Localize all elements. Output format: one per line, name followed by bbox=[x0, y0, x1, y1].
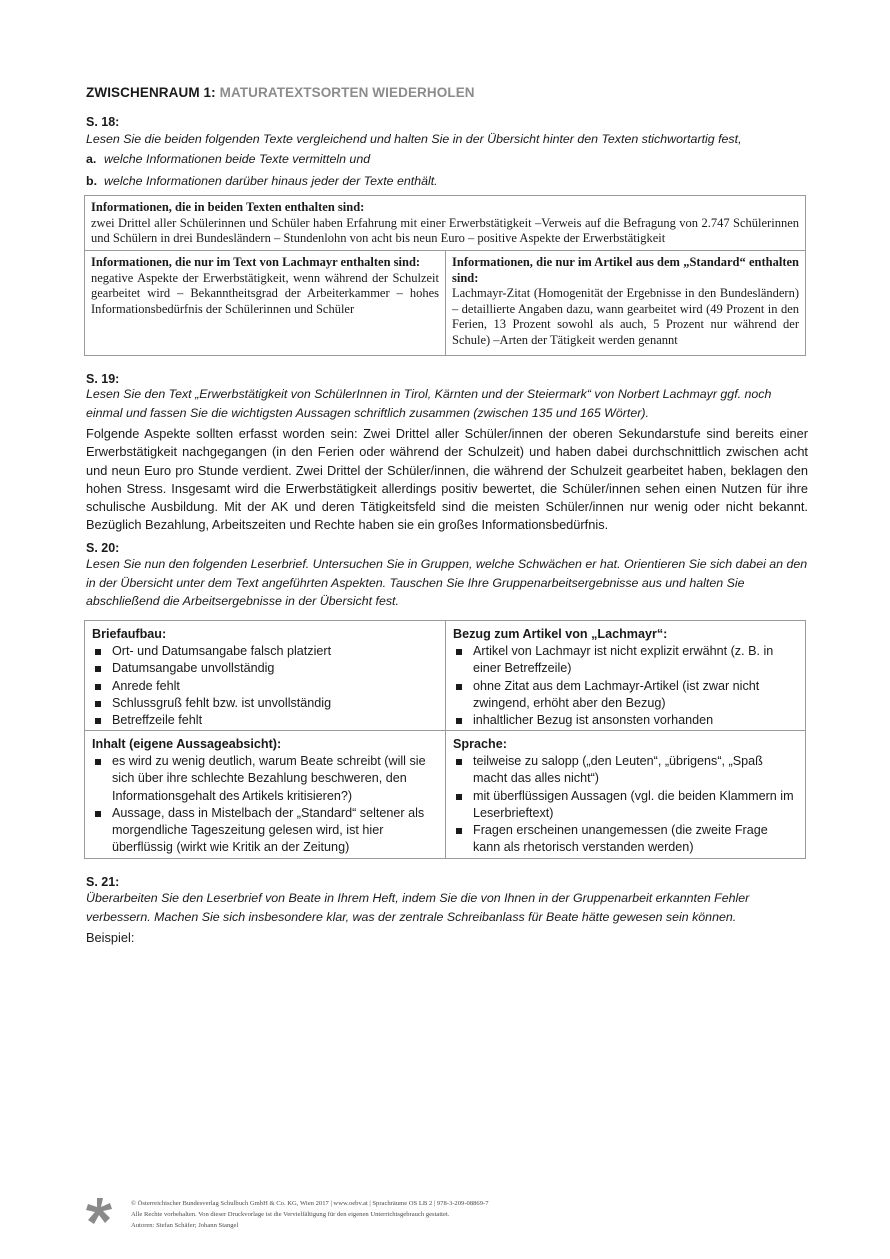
s20-brief-heading: Briefaufbau: bbox=[92, 627, 167, 641]
s20-row-2 bbox=[85, 731, 805, 858]
s18-both-cell bbox=[85, 196, 805, 251]
list-item: Ort- und Datumsangabe falsch platziert bbox=[92, 643, 438, 660]
s18-item-a-marker: a. bbox=[86, 152, 97, 166]
s20-table bbox=[84, 620, 806, 859]
list-item: ohne Zitat aus dem Lachmayr-Artikel (ist zwar nicht zwingend, erhöht aber den Bezug) bbox=[453, 678, 798, 712]
list-item: teilweise zu salopp („den Leuten“, „übrigens“, „Spaß macht das alles nicht“) bbox=[453, 753, 798, 787]
s20-brief-cell bbox=[85, 621, 446, 730]
s18-standard-text: Lachmayr-Zitat (Homogenität der Ergebnisse in den Bundesländern) – detaillierte Angaben dazu, wann gearbeitet wird (49 Prozent in den Ferien, 13 Prozent sowohl als auch, 5 Prozent nur während der Schule) –Arten der Tätigkeit werden genannt bbox=[452, 286, 799, 347]
chapter-title bbox=[86, 85, 475, 100]
s18-label: S. 18: bbox=[86, 115, 120, 129]
s21-example-label: Beispiel: bbox=[86, 930, 135, 945]
oebv-logo-icon bbox=[84, 1196, 114, 1226]
s18-lachmayr-text: negative Aspekte der Erwerbstätigkeit, wenn während der Schulzeit gearbeitet wird – Bekanntheitsgrad der Arbeiterkammer – hohes Informationsbedürfnis der Schülerinnen und Schüler bbox=[91, 270, 439, 316]
s20-inhalt-heading: Inhalt (eigene Aussageabsicht): bbox=[92, 737, 282, 751]
footer-line-1: © Österreichischer Bundesverlag Schulbuch GmbH & Co. KG, Wien 2017 | www.oebv.at | Sprachräume OS LB 2 | 978-3-209-08869-7 bbox=[131, 1200, 489, 1207]
s19-answer: Folgende Aspekte sollten erfasst worden sein: Zwei Drittel aller Schüler/innen der oberen Sekundarstufe sind bereits einer Erwerbstätigkeit nachgegangen (in den Ferien oder während der Schulzeit) und haben dabei durchschnittlich zwischen acht und neun Euro pro Stunde verdient. Zwei Drittel der Schüler/innen, die während der Schulzeit gearbeitet haben, beklagen den hohen Stress. Insgesamt wird die Erwerbstätigkeit allerdings positiv bewertet, die Schüler/innen sehen einen Nutzen für ihre schulische Ausbildung. Mit der AK und deren Tätigkeitsfeld sind die meisten Schüler/innen nur wenig oder nicht bekannt. Bezüglich Bezahlung, Arbeitszeiten und Rechte haben sie ein großes Informationsbedürfnis. bbox=[86, 426, 808, 533]
chapter-prefix: ZWISCHENRAUM 1: bbox=[86, 85, 216, 100]
s20-label: S. 20: bbox=[86, 541, 120, 555]
s20-bezug-cell bbox=[446, 621, 805, 730]
s18-item-b bbox=[86, 174, 438, 188]
list-item: es wird zu wenig deutlich, warum Beate schreibt (will sie sich über ihre schlechte Bezahlung beschweren, den Informationsgehalt des Artikels kritisieren?) bbox=[92, 753, 438, 805]
s20-bezug-list bbox=[453, 643, 798, 729]
s18-both-heading: Informationen, die in beiden Texten enthalten sind: bbox=[91, 200, 365, 214]
s19-label: S. 19: bbox=[86, 372, 120, 386]
footer-line-2: Alle Rechte vorbehalten. Von dieser Druckvorlage ist die Vervielfältigung für den eigenen Unterrichtsgebrauch gestattet. bbox=[131, 1211, 450, 1218]
s20-brief-list bbox=[92, 643, 438, 729]
s18-item-a-text: welche Informationen beide Texte vermitteln und bbox=[104, 152, 371, 166]
s20-sprache-heading: Sprache: bbox=[453, 737, 507, 751]
list-item: Datumsangabe unvollständig bbox=[92, 660, 438, 677]
list-item: Artikel von Lachmayr ist nicht explizit erwähnt (z. B. in einer Betreffzeile) bbox=[453, 643, 798, 677]
s20-bezug-heading: Bezug zum Artikel von „Lachmayr“: bbox=[453, 627, 668, 641]
footer-line-3: Autoren: Stefan Schäfer; Johann Stangel bbox=[131, 1222, 239, 1229]
s20-instruction: Lesen Sie nun den folgenden Leserbrief. Untersuchen Sie in Gruppen, welche Schwächen er hat. Orientieren Sie sich dabei an den in der Übersicht unter dem Text angeführten Aspekten. Tauschen Sie Ihre Gruppenarbeitsergebnisse aus und halten Sie abschließend die Arbeitsergebnisse in der Übersicht fest. bbox=[86, 557, 808, 608]
list-item: Fragen erscheinen unangemessen (die zweite Frage kann als rhetorisch verstanden werden) bbox=[453, 822, 798, 856]
s20-sprache-list bbox=[453, 753, 798, 856]
list-item: Betreffzeile fehlt bbox=[92, 712, 438, 729]
s18-table bbox=[84, 195, 806, 356]
s20-inhalt-list bbox=[92, 753, 438, 856]
s18-lachmayr-heading: Informationen, die nur im Text von Lachmayr enthalten sind: bbox=[91, 255, 421, 269]
chapter-name: MATURATEXTSORTEN WIEDERHOLEN bbox=[219, 85, 475, 100]
s18-both-text: zwei Drittel aller Schülerinnen und Schüler haben Erfahrung mit einer Erwerbstätigkeit –Verweis auf die Befragung von 2.747 Schülerinnen und Schülern in drei Bundesländern – Stundenlohn von acht bis neun Euro – positive Aspekte der Erwerbstätigkeit bbox=[91, 215, 799, 246]
s18-instruction: Lesen Sie die beiden folgenden Texte vergleichend und halten Sie in der Übersicht hinter den Texten stichwortartig fest, bbox=[86, 132, 742, 146]
list-item: Anrede fehlt bbox=[92, 678, 438, 695]
s18-compare-row bbox=[85, 251, 805, 355]
s20-inhalt-cell bbox=[85, 731, 446, 858]
s18-standard-cell bbox=[446, 251, 805, 355]
s20-sprache-cell bbox=[446, 731, 805, 858]
s18-standard-heading: Informationen, die nur im Artikel aus dem „Standard“ enthalten sind: bbox=[452, 255, 799, 285]
s20-row-1 bbox=[85, 621, 805, 731]
s19-instruction: Lesen Sie den Text „Erwerbstätigkeit von SchülerInnen in Tirol, Kärnten und der Steiermark“ von Norbert Lachmayr ggf. noch einmal und fassen Sie die wichtigsten Aussagen schriftlich zusammen (zwischen 135 und 165 Wörter). bbox=[86, 387, 772, 420]
s21-instruction: Überarbeiten Sie den Leserbrief von Beate in Ihrem Heft, indem Sie die von Ihnen in der Gruppenarbeit erkannten Fehler verbessern. Machen Sie sich insbesondere klar, was der zentrale Schreibanlass für Beate hätte gewesen sein können. bbox=[86, 891, 750, 924]
list-item: Schlussgruß fehlt bzw. ist unvollständig bbox=[92, 695, 438, 712]
s18-lachmayr-cell bbox=[85, 251, 446, 355]
s18-item-b-text: welche Informationen darüber hinaus jeder der Texte enthält. bbox=[104, 174, 438, 188]
list-item: inhaltlicher Bezug ist ansonsten vorhanden bbox=[453, 712, 798, 729]
footer-copyright bbox=[131, 1198, 489, 1231]
s18-item-b-marker: b. bbox=[86, 174, 98, 188]
s21-label: S. 21: bbox=[86, 875, 120, 889]
list-item: mit überflüssigen Aussagen (vgl. die beiden Klammern im Leserbrieftext) bbox=[453, 788, 798, 822]
list-item: Aussage, dass in Mistelbach der „Standard“ seltener als morgendliche Tageszeitung gelesen wird, ist hier überflüssig (wirkt wie Kritik an der Zeitung) bbox=[92, 805, 438, 857]
s18-item-a bbox=[86, 152, 370, 166]
